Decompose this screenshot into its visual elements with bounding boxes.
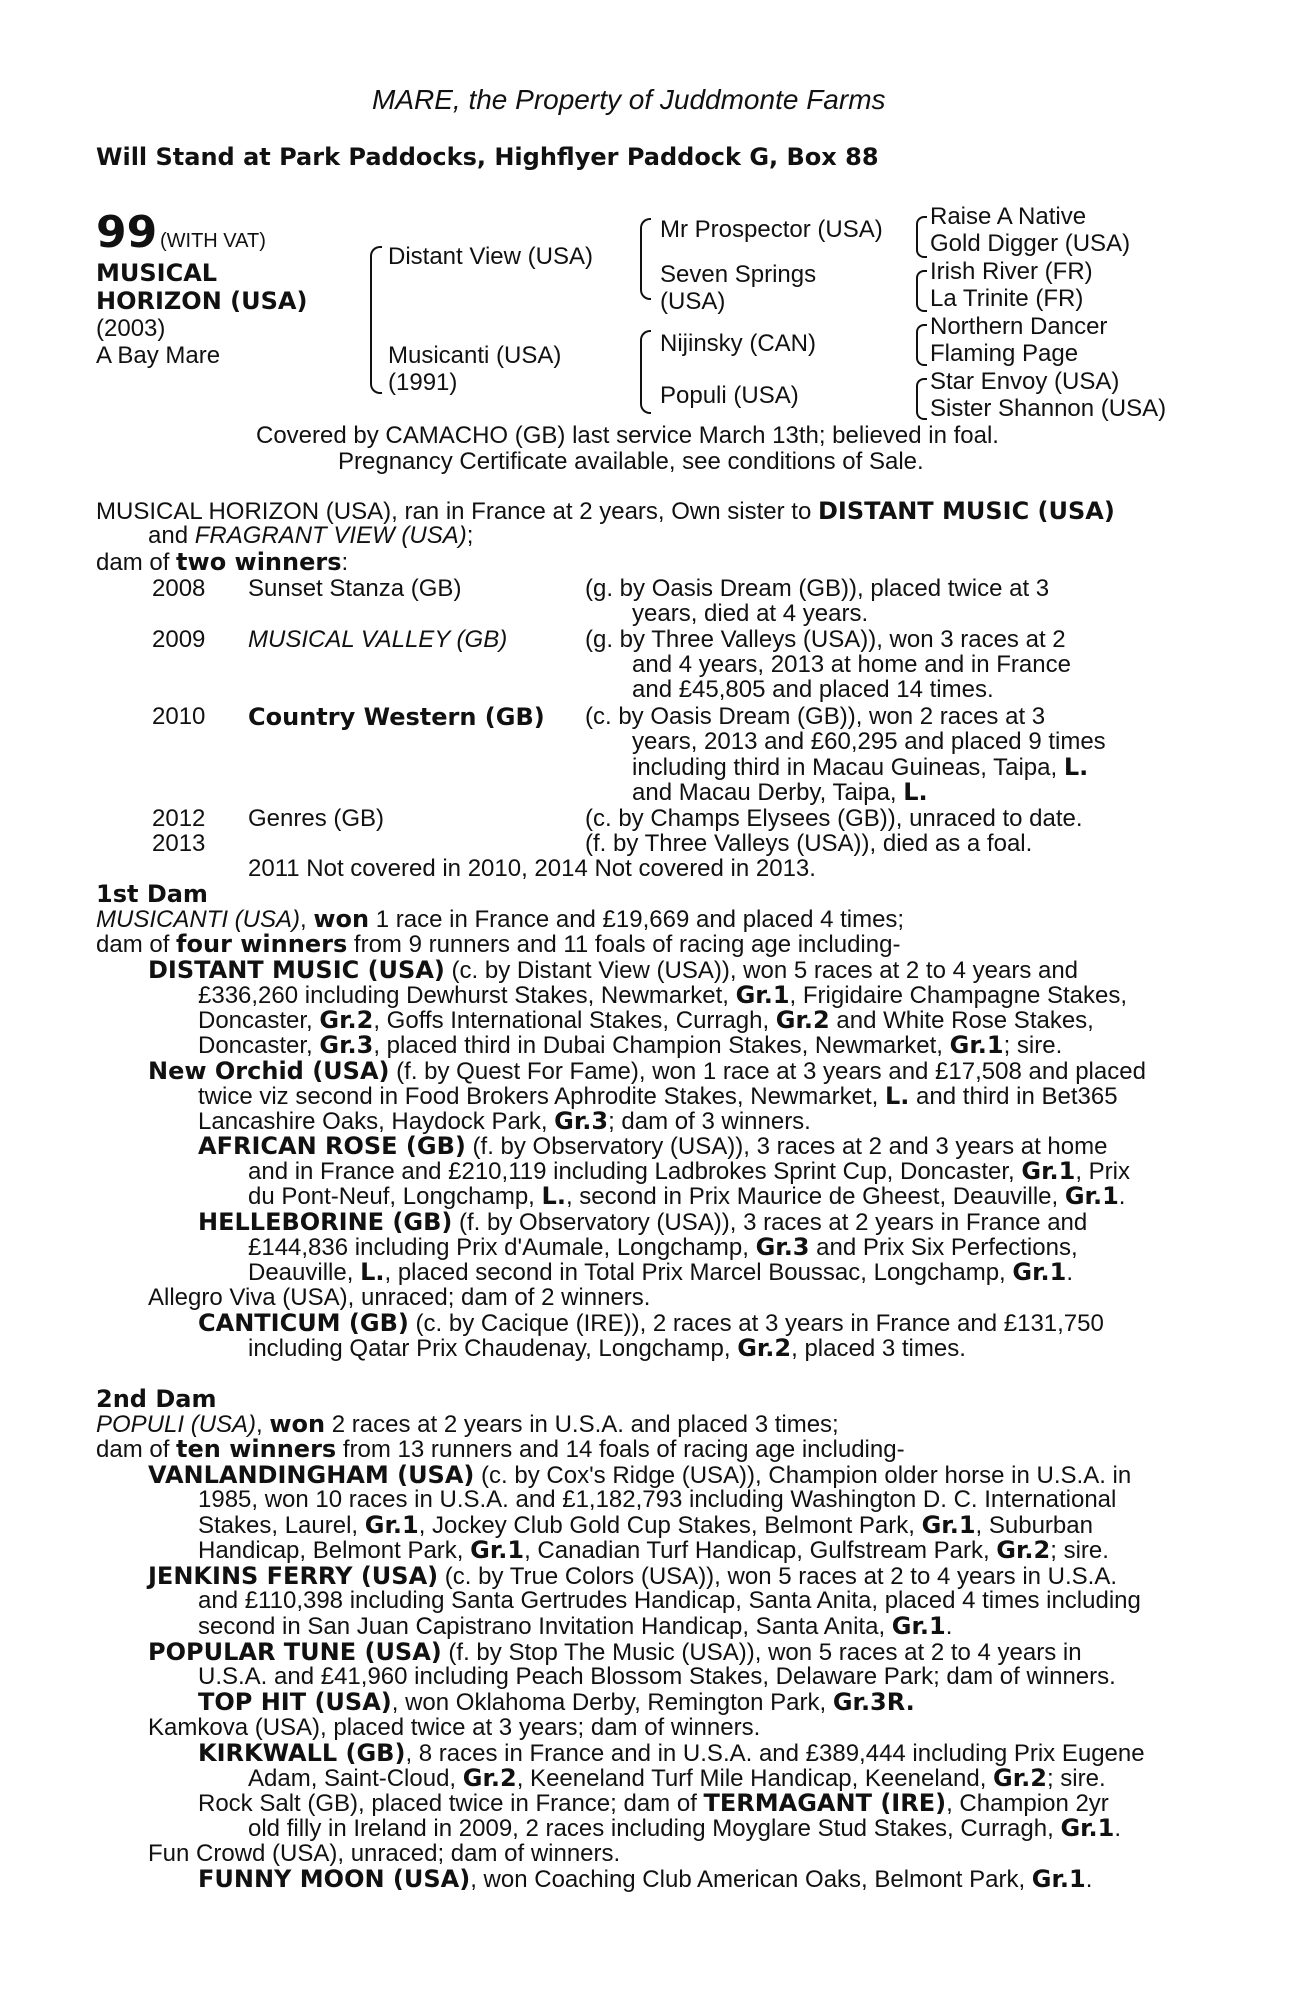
progeny-name: MUSICAL VALLEY (GB) [248, 626, 508, 653]
pedigree-sire-sire: Mr Prospector (USA) [660, 216, 883, 243]
distant-music-entry: Doncaster, Gr.2, Goffs International Stakes, Curragh, Gr.2 and White Rose Stakes, [198, 1006, 1094, 1034]
progeny-detail: including third in Macau Guineas, Taipa, L. [632, 753, 1089, 781]
progeny-year: 2010 [152, 703, 206, 730]
new-orchid-entry: Lancashire Oaks, Haydock Park, Gr.3; dam of 3 winners. [198, 1107, 811, 1135]
new-orchid-entry: twice viz second in Food Brokers Aphrodite Stakes, Newmarket, L. and third in Bet365 [198, 1082, 1118, 1110]
progeny-detail: and Macau Derby, Taipa, L. [632, 778, 928, 806]
first-dam-heading: 1st Dam [96, 880, 208, 908]
progeny-name: Genres (GB) [248, 805, 385, 832]
pedigree-dam-dam: Populi (USA) [660, 382, 799, 409]
pregnancy-note: Pregnancy Certificate available, see conditions of Sale. [338, 448, 924, 475]
kirkwall-entry: KIRKWALL (GB), 8 races in France and in U.S.A. and £389,444 including Prix Eugene [198, 1739, 1145, 1767]
second-dam-heading: 2nd Dam [96, 1385, 217, 1413]
pedigree-brace-g1 [916, 216, 927, 258]
intro-line1: MUSICAL HORIZON (USA), ran in France at 2 years, Own sister to DISTANT MUSIC (USA) [96, 497, 1115, 525]
african-rose-entry: du Pont-Neuf, Longchamp, L., second in Prix Maurice de Gheest, Deauville, Gr.1. [248, 1182, 1126, 1210]
pedigree-brace-g4 [916, 378, 927, 420]
pedigree-brace-g2 [916, 270, 927, 312]
vanlandingham-entry: Stakes, Laurel, Gr.1, Jockey Club Gold Cup Stakes, Belmont Park, Gr.1, Suburban [198, 1511, 1093, 1539]
pedigree-dam-year: (1991) [388, 369, 458, 396]
jenkins-ferry-entry: second in San Juan Capistrano Invitation Handicap, Santa Anita, Gr.1. [198, 1612, 953, 1640]
vat-note: (WITH VAT) [160, 230, 266, 252]
progeny-detail: and 4 years, 2013 at home and in France [632, 651, 1071, 678]
pedigree-sire-dam: Seven Springs [660, 261, 817, 288]
progeny-detail: (f. by Three Valleys (USA)), died as a foal. [585, 830, 1033, 857]
distant-music-entry: Doncaster, Gr.3, placed third in Dubai Champion Stakes, Newmarket, Gr.1; sire. [198, 1031, 1063, 1059]
progeny-detail: years, 2013 and £60,295 and placed 9 times [632, 728, 1106, 755]
jenkins-ferry-entry: and £110,398 including Santa Gertrudes Handicap, Santa Anita, placed 4 times including [198, 1587, 1141, 1614]
allegro-viva-entry: Allegro Viva (USA), unraced; dam of 2 winners. [148, 1284, 651, 1311]
funny-moon-entry: FUNNY MOON (USA), won Coaching Club American Oaks, Belmont Park, Gr.1. [198, 1865, 1093, 1893]
pedigree-brace-dam [640, 330, 651, 414]
page-title: MARE, the Property of Juddmonte Farms [372, 84, 886, 115]
first-dam-line1: MUSICANTI (USA), won 1 race in France and £19,669 and placed 4 times; [96, 905, 905, 933]
stand-location: Will Stand at Park Paddocks, Highflyer Paddock G, Box 88 [96, 143, 879, 171]
progeny-detail: (c. by Oasis Dream (GB)), won 2 races at 3 [585, 703, 1046, 730]
intro-line2: and FRAGRANT VIEW (USA); [148, 522, 474, 549]
progeny-detail: (c. by Champs Elysees (GB)), unraced to date. [585, 805, 1083, 832]
vanlandingham-entry: Handicap, Belmont Park, Gr.1, Canadian Turf Handicap, Gulfstream Park, Gr.2; sire. [198, 1536, 1109, 1564]
pedigree-ggd-2: La Trinite (FR) [930, 285, 1084, 312]
rock-salt-entry: old filly in Ireland in 2009, 2 races including Moyglare Stud Stakes, Curragh, Gr.1. [248, 1814, 1122, 1842]
vanlandingham-entry: 1985, won 10 races in U.S.A. and £1,182,793 including Washington D. C. International [198, 1486, 1117, 1513]
second-dam-line1: POPULI (USA), won 2 races at 2 years in U.S.A. and placed 3 times; [96, 1410, 839, 1438]
progeny-year: 2013 [152, 830, 206, 857]
second-dam-line2: dam of ten winners from 13 runners and 14 foals of racing age including- [96, 1435, 905, 1463]
horse-name-line1: MUSICAL [96, 259, 218, 287]
helleborine-entry: Deauville, L., placed second in Total Prix Marcel Boussac, Longchamp, Gr.1. [248, 1258, 1073, 1286]
foaling-year: (2003) [96, 315, 166, 342]
canticum-entry: including Qatar Prix Chaudenay, Longchamp, Gr.2, placed 3 times. [248, 1334, 966, 1362]
jenkins-ferry-entry: JENKINS FERRY (USA) (c. by True Colors (USA)), won 5 races at 2 to 4 years in U.S.A. [148, 1562, 1118, 1590]
pedigree-ggs-3: Northern Dancer [930, 313, 1108, 340]
intro-line3: dam of two winners: [96, 548, 349, 576]
lot-number: 99 [96, 207, 158, 258]
pedigree-ggs-1: Raise A Native [930, 203, 1087, 230]
fun-crowd-entry: Fun Crowd (USA), unraced; dam of winners. [148, 1840, 621, 1867]
popular-tune-entry: POPULAR TUNE (USA) (f. by Stop The Music (USA)), won 5 races at 2 to 4 years in [148, 1638, 1082, 1666]
progeny-detail: and £45,805 and placed 14 times. [632, 676, 994, 703]
progeny-detail: years, died at 4 years. [632, 600, 869, 627]
top-hit-entry: TOP HIT (USA), won Oklahoma Derby, Remington Park, Gr.3R. [198, 1688, 915, 1716]
distant-music-entry: DISTANT MUSIC (USA) (c. by Distant View (USA)), won 5 races at 2 to 4 years and [148, 956, 1079, 984]
pedigree-ggs-2: Irish River (FR) [930, 258, 1093, 285]
african-rose-entry: and in France and £210,119 including Ladbrokes Sprint Cup, Doncaster, Gr.1, Prix [248, 1157, 1130, 1185]
pedigree-brace-main [370, 246, 382, 394]
pedigree-brace-g3 [916, 324, 927, 366]
pedigree-ggd-1: Gold Digger (USA) [930, 230, 1131, 257]
pedigree-ggd-4: Sister Shannon (USA) [930, 395, 1167, 422]
popular-tune-entry: U.S.A. and £41,960 including Peach Blossom Stakes, Delaware Park; dam of winners. [198, 1663, 1116, 1690]
kamkova-entry: Kamkova (USA), placed twice at 3 years; dam of winners. [148, 1714, 761, 1741]
progeny-name: Country Western (GB) [248, 703, 545, 731]
new-orchid-entry: New Orchid (USA) (f. by Quest For Fame), won 1 race at 3 years and £17,508 and placed [148, 1057, 1146, 1085]
progeny-detail: (g. by Three Valleys (USA)), won 3 races at 2 [585, 626, 1066, 653]
pedigree-dam: Musicanti (USA) [388, 342, 562, 369]
pedigree-sire-dam-country: (USA) [660, 288, 726, 315]
pedigree-dam-sire: Nijinsky (CAN) [660, 330, 816, 357]
not-covered-note: 2011 Not covered in 2010, 2014 Not covered in 2013. [248, 855, 816, 882]
kirkwall-entry: Adam, Saint-Cloud, Gr.2, Keeneland Turf Mile Handicap, Keeneland, Gr.2; sire. [248, 1764, 1106, 1792]
progeny-year: 2009 [152, 626, 206, 653]
horse-name-line2: HORIZON (USA) [96, 287, 308, 315]
covered-note: Covered by CAMACHO (GB) last service March 13th; believed in foal. [256, 422, 999, 449]
pedigree-ggs-4: Star Envoy (USA) [930, 368, 1120, 395]
progeny-name: Sunset Stanza (GB) [248, 575, 462, 602]
canticum-entry: CANTICUM (GB) (c. by Cacique (IRE)), 2 races at 3 years in France and £131,750 [198, 1309, 1104, 1337]
pedigree-ggd-3: Flaming Page [930, 340, 1079, 367]
pedigree-brace-sire [640, 218, 651, 300]
distant-music-entry: £336,260 including Dewhurst Stakes, Newmarket, Gr.1, Frigidaire Champagne Stakes, [198, 981, 1128, 1009]
progeny-detail: (g. by Oasis Dream (GB)), placed twice at 3 [585, 575, 1050, 602]
horse-description: A Bay Mare [96, 342, 221, 369]
first-dam-line2: dam of four winners from 9 runners and 11 foals of racing age including- [96, 930, 901, 958]
helleborine-entry: HELLEBORINE (GB) (f. by Observatory (USA)), 3 races at 2 years in France and [198, 1208, 1088, 1236]
helleborine-entry: £144,836 including Prix d'Aumale, Longchamp, Gr.3 and Prix Six Perfections, [248, 1233, 1078, 1261]
african-rose-entry: AFRICAN ROSE (GB) (f. by Observatory (USA)), 3 races at 2 and 3 years at home [198, 1132, 1108, 1160]
vanlandingham-entry: VANLANDINGHAM (USA) (c. by Cox's Ridge (USA)), Champion older horse in U.S.A. in [148, 1461, 1132, 1489]
pedigree-sire: Distant View (USA) [388, 243, 593, 270]
rock-salt-entry: Rock Salt (GB), placed twice in France; dam of TERMAGANT (IRE), Champion 2yr [198, 1789, 1109, 1817]
progeny-year: 2008 [152, 575, 206, 602]
progeny-year: 2012 [152, 805, 206, 832]
